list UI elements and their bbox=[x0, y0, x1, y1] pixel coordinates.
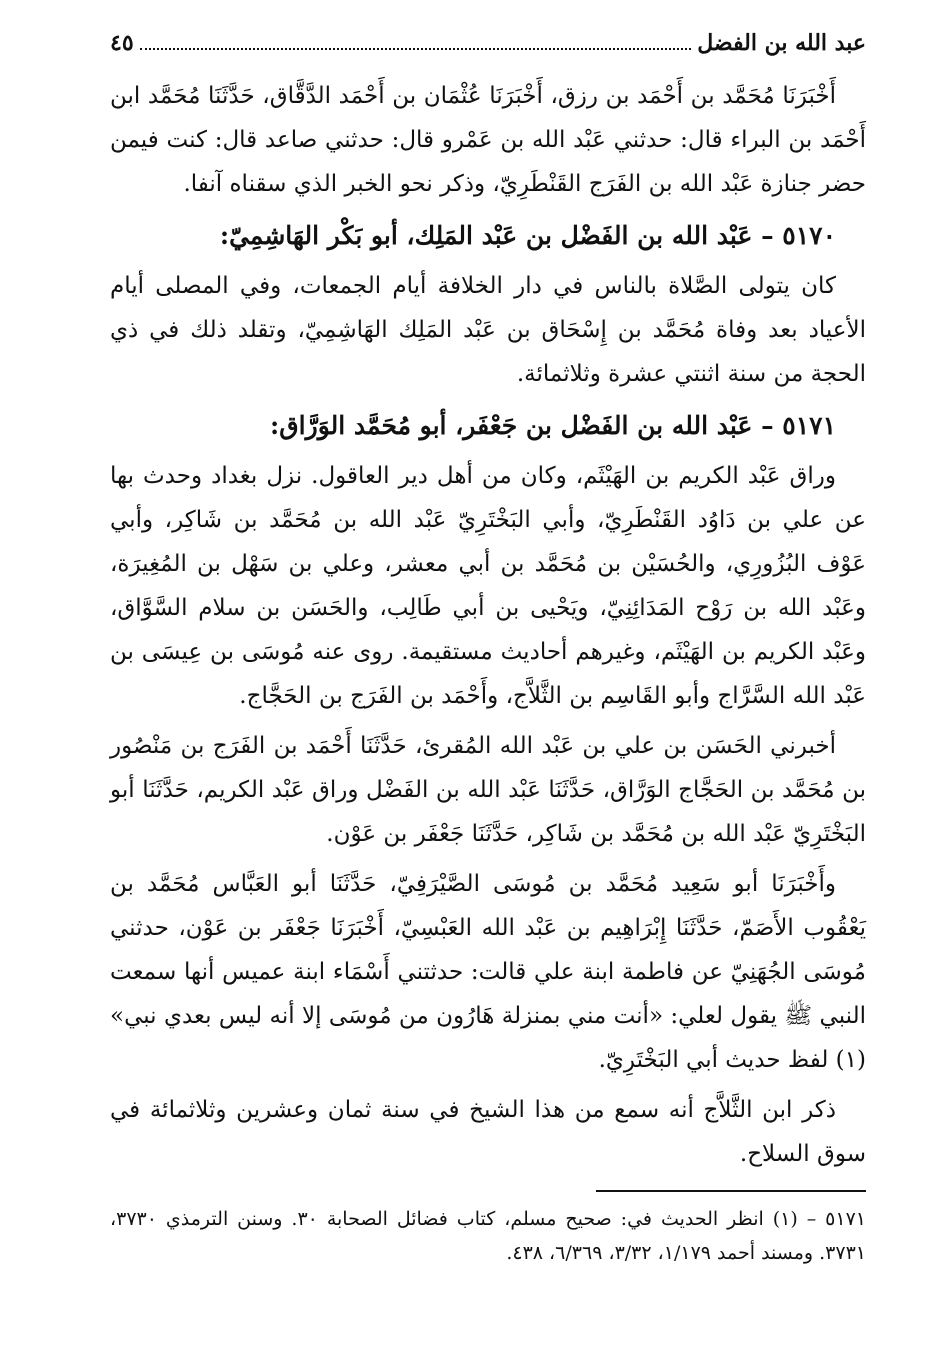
footnote-rule bbox=[596, 1190, 866, 1192]
page-number: ٤٥ bbox=[110, 30, 134, 56]
paragraph-2: كان يتولى الصَّلاة بالناس في دار الخلافة أيام الجمعات، وفي المصلى أيام الأعياد بعد وفاة مُحَمَّد بن إِسْحَاق بن عَبْد المَلِك الهَاشِمِيّ، وتقلد ذلك في ذي الحجة من سنة اثنتي عشرة وثلاثمائة. bbox=[110, 273, 866, 387]
footnote: ٥١٧١ – (١) انظر الحديث في: صحيح مسلم، كتاب فضائل الصحابة ٣٠. وسنن الترمذي ٣٧٣٠، ٣٧٣١. ومسند أحمد ١/١٧٩، ٣/٣٢، ٦/٣٦٩، ٤٣٨. bbox=[110, 1208, 866, 1264]
book-page bbox=[110, 30, 866, 1270]
running-title: عبد الله بن الفضل bbox=[697, 30, 866, 56]
leader-dots bbox=[140, 48, 692, 50]
paragraph-3: وراق عَبْد الكريم بن الهَيْثَم، وكان من أهل دير العاقول. نزل بغداد وحدث بها عن علي بن دَاوُد القَنْطَرِيّ، وأبي البَخْتَرِيّ عَبْد الله بن مُحَمَّد بن شَاكِر، وأبي عَوْف البُزُورِي، والحُسَيْن بن مُحَمَّد بن أبي معشر، وعلي بن سَهْل بن المُغِيرَة، وعَبْد الله بن رَوْح المَدَائِنِيّ، ويَحْيى بن أبي طَالِب، والحَسَن بن سلام السَّوَّاق، وعَبْد الكريم بن الهَيْثَم، وغيرهم أحاديث مستقيمة. روى عنه مُوسَى بن عِيسَى بن عَبْد الله السَّرَّاج وأبو القَاسِم بن الثَّلاَّج، وأَحْمَد بن الفَرَج بن الحَجَّاج. bbox=[110, 463, 866, 709]
running-head bbox=[110, 30, 866, 74]
paragraph-1: أَخْبَرَنَا مُحَمَّد بن أَحْمَد بن رزق، أَخْبَرَنَا عُثْمَان بن أَحْمَد الدَّقَّاق، حَدَّثَنَا مُحَمَّد ابن أَحْمَد بن البراء قال: حدثني عَبْد الله بن عَمْرو قال: حدثني صاعد قال: كنت فيمن حضر جنازة عَبْد الله بن الفَرَج القَنْطَرِيّ، وذكر نحو الخبر الذي سقناه آنفا. bbox=[110, 83, 866, 197]
paragraph-6: ذكر ابن الثَّلاَّج أنه سمع من هذا الشيخ في سنة ثمان وعشرين وثلاثمائة في سوق السلاح. bbox=[110, 1097, 866, 1167]
entry-heading-5170: ٥١٧٠ – عَبْد الله بن الفَضْل بن عَبْد المَلِك، أبو بَكْر الهَاشِمِيّ: bbox=[219, 221, 836, 250]
paragraph-5: وأَخْبَرَنَا أبو سَعِيد مُحَمَّد بن مُوسَى الصَّيْرَفِيّ، حَدَّثَنَا أبو العَبَّاس مُحَمَّد بن يَعْقُوب الأَصَمّ، حَدَّثَنَا إِبْرَاهِيم بن عَبْد الله العَبْسِيّ، أَخْبَرَنَا جَعْفَر بن عَوْن، حدثني مُوسَى الجُهَنِيّ عن فاطمة ابنة علي قالت: حدثتني أَسْمَاء ابنة عميس أنها سمعت النبي ﷺ يقول لعلي: «أنت مني بمنزلة هَارُون من مُوسَى إلا أنه ليس بعدي نبي» (١) لفظ حديث أبي البَخْتَرِيّ. bbox=[110, 871, 866, 1073]
entry-heading-5171: ٥١٧١ – عَبْد الله بن الفَضْل بن جَعْفَر، أبو مُحَمَّد الوَرَّاق: bbox=[270, 411, 836, 440]
paragraph-4: أخبرني الحَسَن بن علي بن عَبْد الله المُقرئ، حَدَّثَنَا أَحْمَد بن الفَرَج بن مَنْصُور بن مُحَمَّد بن الحَجَّاج الوَرَّاق، حَدَّثَنَا عَبْد الله بن الفَضْل وراق عَبْد الكريم، حَدَّثَنَا أبو البَخْتَرِيّ عَبْد الله بن مُحَمَّد بن شَاكِر، حَدَّثَنَا جَعْفَر بن عَوْن. bbox=[110, 733, 866, 847]
